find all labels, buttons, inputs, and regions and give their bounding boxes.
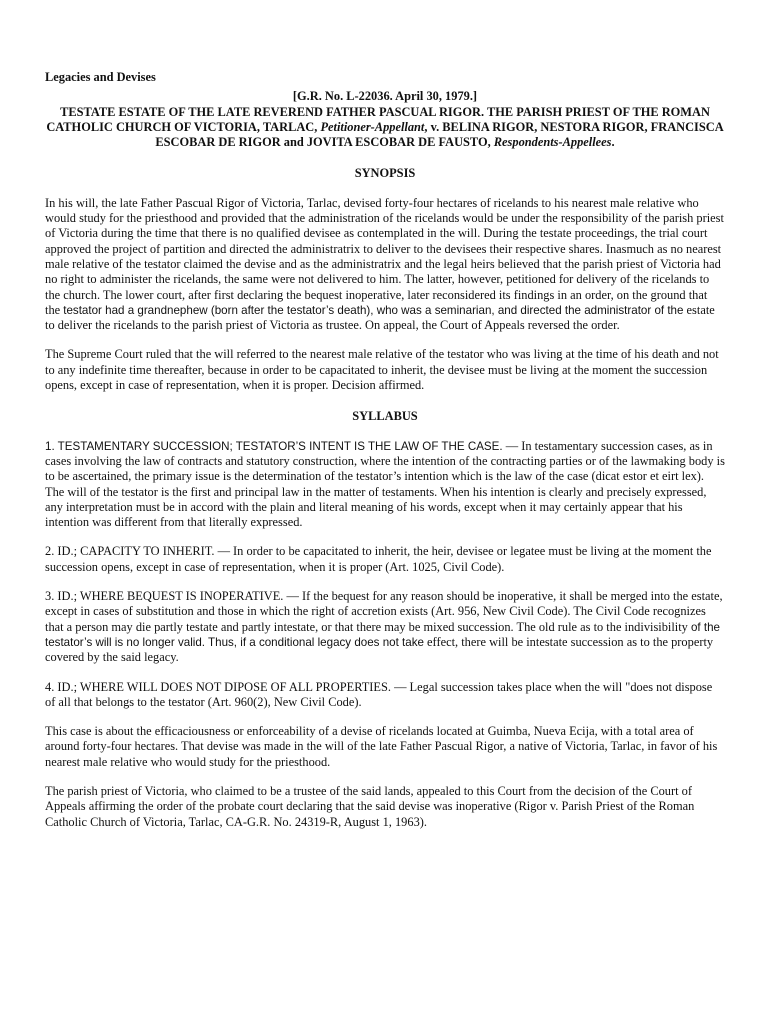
syllabus-heading: SYLLABUS [352,409,418,424]
caption-text-2: , v. BELINA RIGOR, NESTORA RIGOR, FRANCISCA ESCOBAR DE RIGOR and JOVITA ESCOBAR DE FAUSTO, [155,119,724,150]
synopsis-paragraph-2: The Supreme Court ruled that the will referred to the nearest male relative of the testator who was living at the time of his death and not to any indefinite time thereafter, because in order to be capacitated to inherit, the devisee must be living at the moment the succession opens, except in case of representation, when it is proper. Decision affirmed. [45,347,719,393]
caption-end: . [611,135,615,150]
syllabus-item-3-label: 3. ID.; WHERE BEQUEST IS INOPERATIVE. [45,589,284,604]
caption-role-respondents: Respondents-Appellees [493,135,612,150]
synopsis-heading: SYNOPSIS [354,166,416,181]
syllabus-item-1 [45,439,725,531]
syllabus-item-3 [45,589,725,665]
syllabus-item-1-text: — In testamentary succession cases, as in cases involving the law of contracts and statutory construction, where the intention of the contracting parties or of the lawmaking body is to be ascertained, the primary issue is the determination of the testator’s intention which is the law of the case (dicat estor et eirt lex). The will of the testator is the first and principal law in the matter of testaments. When his intention is clearly and precisely expressed, any interpretation must be in accord with the plain and literal meaning of his words, except when it may certainly appear that his intention was different from that literally expressed. [45,438,725,530]
caption-text-1: TESTATE ESTATE OF THE LATE REVEREND FATHER PASCUAL RIGOR. THE PARISH PRIEST OF THE ROMAN CATHOLIC CHURCH OF VICTORIA, TARLAC, [46,104,710,134]
synopsis-p1-text-a: In his will, the late Father Pascual Rigor of Victoria, Tarlac, devised forty-four hectares of ricelands to his nearest male relative who would study for the priesthood and provided that the administration of the ricelands would be under the responsibility of the parish priest of Victoria during the time that there is no qualified devisee as contemplated in the will. During the testate proceedings, the trial court approved the project of partition and directed the administratrix to deliver to the devisees their respective shares. Inasmuch as no nearest male relative of the testator claimed the devise and as the administratrix and the legal heirs believed that the parish priest of Victoria had no right to administer the ricelands, the same were not delivered to him. The latter, however, petitioned for delivery of the ricelands to the church. The lower court, after first declaring the bequest inoperative, later reconsidered its findings in an order, on the ground that the [45,195,724,317]
case-number: [G.R. No. L-22036. April 30, 1979.] [292,89,478,104]
synopsis-paragraph-1 [45,196,725,334]
syllabus-item-2-text: — In order to be capacitated to inherit, the heir, devisee or legatee must be living at the moment the succession opens, except in case of representation, when it is proper (Art. 1025, Civil Code). [45,544,712,574]
syllabus-item-4-label: 4. ID.; WHERE WILL DOES NOT DIPOSE OF ALL PROPERTIES. [45,679,391,694]
syllabus-item-3-text-a: — If the bequest for any reason should be inoperative, it shall be merged into the estate, except in cases of substitution and those in which the right of accretion exists (Art. 956, New Civil Code). The Civil Code recognizes that a person may die partly testate and partly intestate, or that there may be mixed succession. The old rule as to the indivisibility [45,589,723,634]
syllabus-item-1-label: 1. TESTAMENTARY SUCCESSION; TESTATOR’S INTENT IS THE LAW OF THE CASE. [45,439,503,453]
synopsis-p1-text-b: testator had a grandnephew (born after the testator’s death), who was a seminarian, and directed the administrator of the [63,303,684,317]
syllabus-item-3-text-b: of the testator’s will is no longer valid. Thus, if a conditional legacy does not take [45,620,720,649]
syllabus-item-2 [45,544,725,575]
syllabus-item-3-text-c: effect, there will be intestate succession as to the property covered by the said legacy. [45,634,714,665]
syllabus-item-4-text: — Legal succession takes place when the will "does not dispose of all that belongs to the testator (Art. 960(2), New Civil Code). [45,679,713,709]
caption-role-petitioner: Petitioner-Appellant [320,119,425,134]
syllabus-item-2-label: 2. ID.; CAPACITY TO INHERIT. [45,544,215,559]
synopsis-p1-text-c: estate to deliver the ricelands to the parish priest of Victoria as trustee. On appeal, the Court of Appeals reversed the order. [45,302,715,333]
case-caption [45,105,725,151]
document-body [45,64,725,844]
topic-heading: Legacies and Devises [45,70,156,84]
syllabus-item-4 [45,680,725,711]
body-paragraph-2: The parish priest of Victoria, who claimed to be a trustee of the said lands, appealed to this Court from the decision of the Court of Appeals affirming the order of the probate court declaring that the said devise was inoperative (Rigor v. Parish Priest of the Roman Catholic Church of Victoria, Tarlac, CA-G.R. No. 24319-R, August 1, 1963). [45,783,695,829]
body-paragraph-1: This case is about the efficaciousness or enforceability of a devise of ricelands located at Guimba, Nueva Ecija, with a total area of around forty-four hectares. That devise was made in the will of the late Father Pascual Rigor, a native of Victoria, Tarlac, in favor of his nearest male relative who would study for the priesthood. [45,724,718,769]
